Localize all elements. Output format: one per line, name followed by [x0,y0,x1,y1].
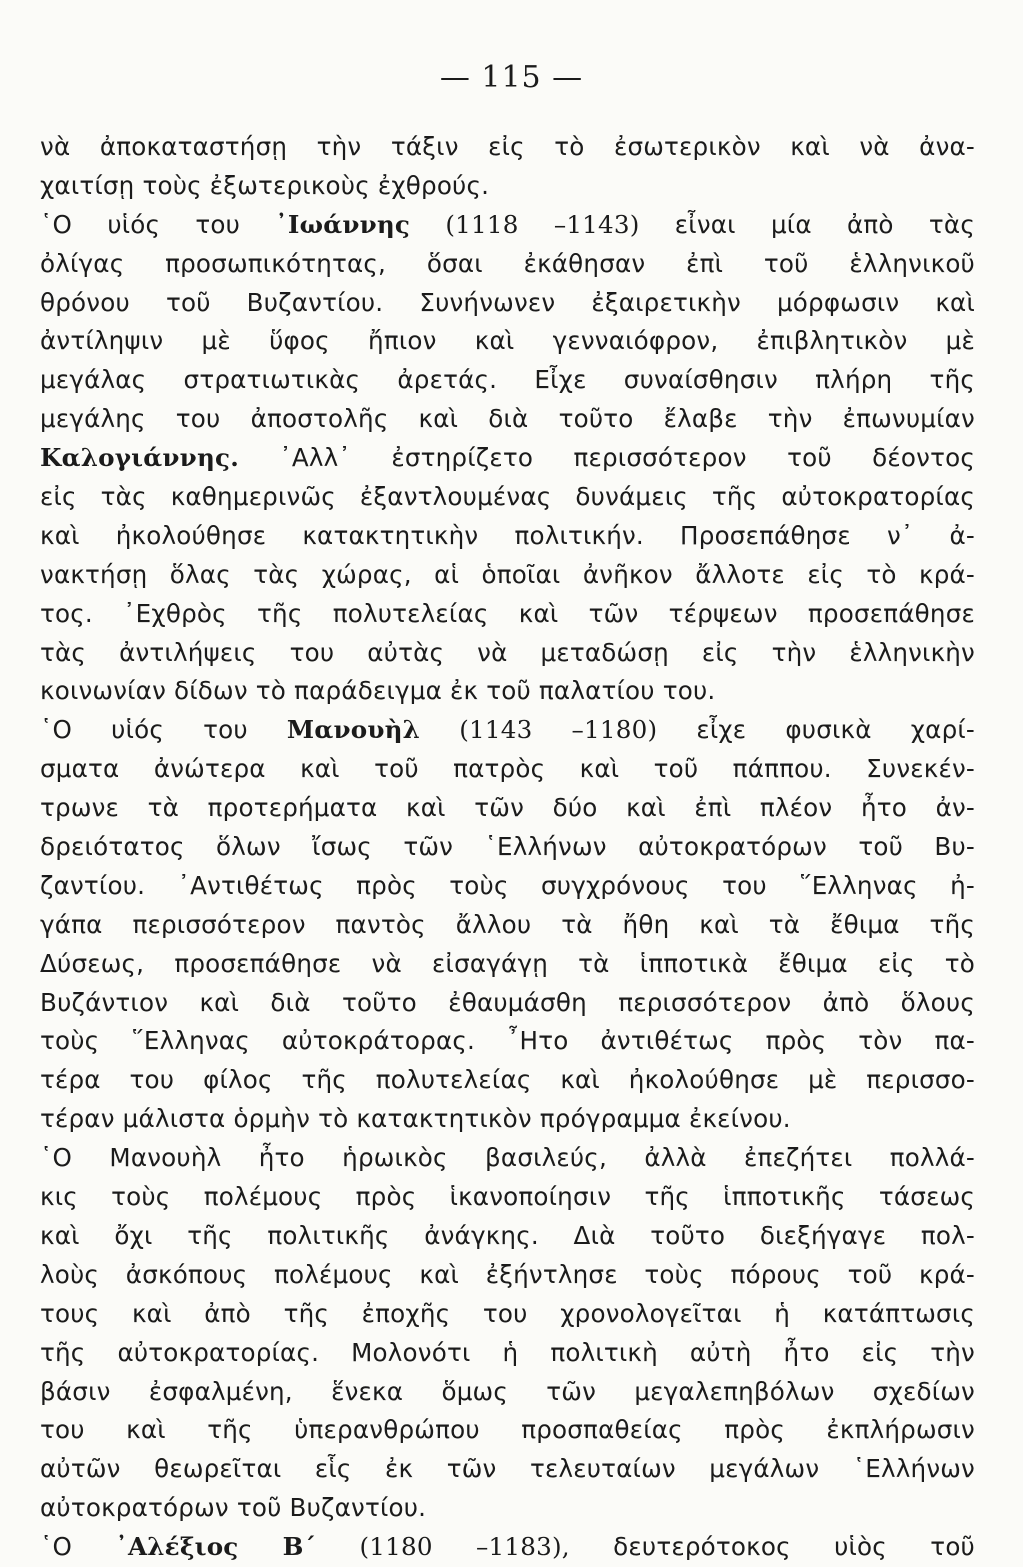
text-segment: νὰ ἀποκαταστήσῃ τὴν τάξιν εἰς τὸ ἐσωτερικὸν καὶ νὰ ἀνα- [40,132,975,161]
text-line [40,478,975,517]
text-segment: τέραν μάλιστα ὁρμὴν τὸ κατακτητικὸν πρόγραμμα ἐκείνου. [40,1104,791,1134]
text-line [40,867,975,906]
text-segment: αὐτῶν θεωρεῖται εἷς ἐκ τῶν τελευταίων μεγάλων ῾Ελλήνων [40,1454,975,1484]
text-line [40,1411,975,1450]
text-segment: εἶχε φυσικὰ χαρί- [657,715,975,745]
text-segment: θρόνου τοῦ Βυζαντίου. Συνήνωνεν ἐξαιρετικὴν μόρφωσιν καὶ [40,287,975,317]
text-line [40,1450,975,1489]
text-segment: ῾Ο Μανουὴλ ἦτο ἡρωικὸς βασιλεύς, ἀλλὰ ἐπεζήτει πολλά- [40,1143,975,1173]
text-segment: τέρα του φίλος τῆς πολυτελείας καὶ ἠκολούθησε μὲ περισσο- [40,1065,975,1095]
text-line [40,322,975,361]
text-line [40,1295,975,1334]
text-line [40,206,975,245]
text-segment: ζαντίου. ᾿Αντιθέτως πρὸς τοὺς συγχρόνους του ῞Ελληνας ἠ- [40,870,975,900]
text-line [40,828,975,867]
text-line [40,400,975,439]
text-line [40,1373,975,1412]
text-segment: τους καὶ ἀπὸ τῆς ἐποχῆς του χρονολογεῖται ἡ κατάπτωσις [40,1298,975,1328]
text-segment: λοὺς ἀσκόπους πολέμους καὶ ἐξήντλησε τοὺς πόρους τοῦ κρά- [40,1259,975,1289]
text-segment: τος. ᾿Εχθρὸς τῆς πολυτελείας καὶ τῶν τέρψεων προσεπάθησε [40,598,975,628]
text-line [40,1061,975,1100]
text-segment: βάσιν ἐσφαλμένη, ἕνεκα ὅμως τῶν μεγαλεπηβόλων σχεδίων [40,1376,975,1406]
page-number: — 115 — [439,60,584,95]
text-line [40,556,975,595]
text-line [40,245,975,284]
text-segment: καὶ ὄχι τῆς πολιτικῆς ἀνάγκης. Διὰ τοῦτο διεξήγαγε πολ- [40,1220,975,1250]
text-body [40,128,975,1567]
text-segment: κοινωνίαν δίδων τὸ παράδειγμα ἐκ τοῦ παλατίου του. [40,676,716,706]
text-segment: εἰς τὰς καθημερινῶς ἐξαντλουμένας δυνάμεις τῆς αὐτοκρατορίας [40,482,975,512]
text-segment: ὀλίγας προσωπικότητας, ὅσαι ἐκάθησαν ἐπὶ τοῦ ἑλληνικοῦ [40,248,975,278]
emperor-name: Καλογιάννης. [40,443,239,473]
text-segment: δρειότατος ὅλων ἴσως τῶν ῾Ελλήνων αὐτοκρατόρων τοῦ Βυ- [40,832,975,862]
text-line [40,595,975,634]
reign-years: (1143 –1180) [459,715,658,745]
text-line [40,167,975,206]
text-segment: μεγάλας στρατιωτικὰς ἀρετάς. Εἶχε συναίσθησιν πλήρη τῆς [40,365,975,395]
text-segment: αὐτοκρατόρων τοῦ Βυζαντίου. [40,1493,427,1523]
text-segment [316,1532,359,1561]
text-segment [410,210,445,239]
text-segment: τρωνε τὰ προτερήματα καὶ τῶν δύο καὶ ἐπὶ πλέον ἦτο ἀν- [40,793,975,823]
reign-years: (1180 –1183), [359,1532,570,1562]
text-line [40,284,975,323]
text-line [40,634,975,673]
text-segment: ῾Ο υἱός του [40,209,276,239]
text-segment: τῆς αὐτοκρατορίας. Μολονότι ἡ πολιτικὴ αὐτὴ ἦτο εἰς τὴν [40,1337,975,1367]
text-line [40,906,975,945]
emperor-name: ᾿Ιωάννης [275,209,411,239]
text-segment: δευτερότοκος υἱὸς τοῦ [569,1532,975,1562]
text-line [40,517,975,556]
text-segment: γάπα περισσότερον παντὸς ἄλλου τὰ ἤθη καὶ τὰ ἔθιμα τῆς [40,909,975,939]
text-line [40,1100,975,1139]
text-segment: ᾿Αλλ᾿ ἐστηρίζετο περισσότερον τοῦ δέοντος [238,443,975,473]
text-segment: χαιτίσῃ τοὺς ἐξωτερικοὺς ἐχθρούς. [40,170,490,200]
text-line [40,672,975,711]
text-segment: Δύσεως, προσεπάθησε νὰ εἰσαγάγῃ τὰ ἱπποτικὰ ἔθιμα εἰς τὸ [40,948,975,978]
text-line [40,1217,975,1256]
text-line [40,439,975,478]
text-line [40,750,975,789]
text-line [40,945,975,984]
text-line [40,789,975,828]
text-segment: σματα ἀνώτερα καὶ τοῦ πατρὸς καὶ τοῦ πάππου. Συνεκέν- [40,754,975,784]
text-segment: τοὺς ῞Ελληνας αὐτοκράτορας. ῏Ητο ἀντιθέτως πρὸς τὸν πα- [40,1026,975,1056]
text-line [40,1256,975,1295]
emperor-name: Μανουὴλ [286,715,421,745]
text-line [40,984,975,1023]
text-segment: του καὶ τῆς ὑπερανθρώπου προσπαθείας πρὸς ἐκπλήρωσιν [40,1415,975,1445]
text-segment [420,715,459,744]
emperor-name: ᾿Αλέξιος Β΄ [115,1532,317,1562]
text-segment: ἀντίληψιν μὲ ὕφος ἤπιον καὶ γενναιόφρον, ἐπιβλητικὸν μὲ [40,326,975,356]
text-line [40,1139,975,1178]
reign-years: (1118 –1143) [445,209,640,239]
text-line [40,361,975,400]
text-segment: νακτήσῃ ὅλας τὰς χώρας, αἱ ὁποῖαι ἀνῆκον ἄλλοτε εἰς τὸ κρά- [40,559,975,589]
text-segment: τὰς ἀντιλήψεις του αὐτὰς νὰ μεταδώσῃ εἰς τὴν ἑλληνικὴν [40,637,975,667]
text-segment: κις τοὺς πολέμους πρὸς ἱκανοποίησιν τῆς ἱπποτικῆς τάσεως [40,1182,975,1212]
text-line [40,1489,975,1528]
text-line [40,711,975,750]
text-segment: μεγάλης του ἀποστολῆς καὶ διὰ τοῦτο ἔλαβε τὴν ἐπωνυμίαν [40,404,975,434]
text-segment: ῾Ο υἱός του [40,715,287,745]
text-line [40,1528,975,1567]
text-segment: εἶναι μία ἀπὸ τὰς [639,209,975,239]
text-segment: Βυζάντιον καὶ διὰ τοῦτο ἐθαυμάσθη περισσότερον ἀπὸ ὅλους [40,987,975,1017]
text-line [40,128,975,167]
text-line [40,1022,975,1061]
text-segment: καὶ ἠκολούθησε κατακτητικὴν πολιτικήν. Προσεπάθησε ν᾿ ἀ- [40,520,975,550]
text-segment: ῾Ο [40,1532,116,1562]
text-line [40,1334,975,1373]
text-line [40,1178,975,1217]
